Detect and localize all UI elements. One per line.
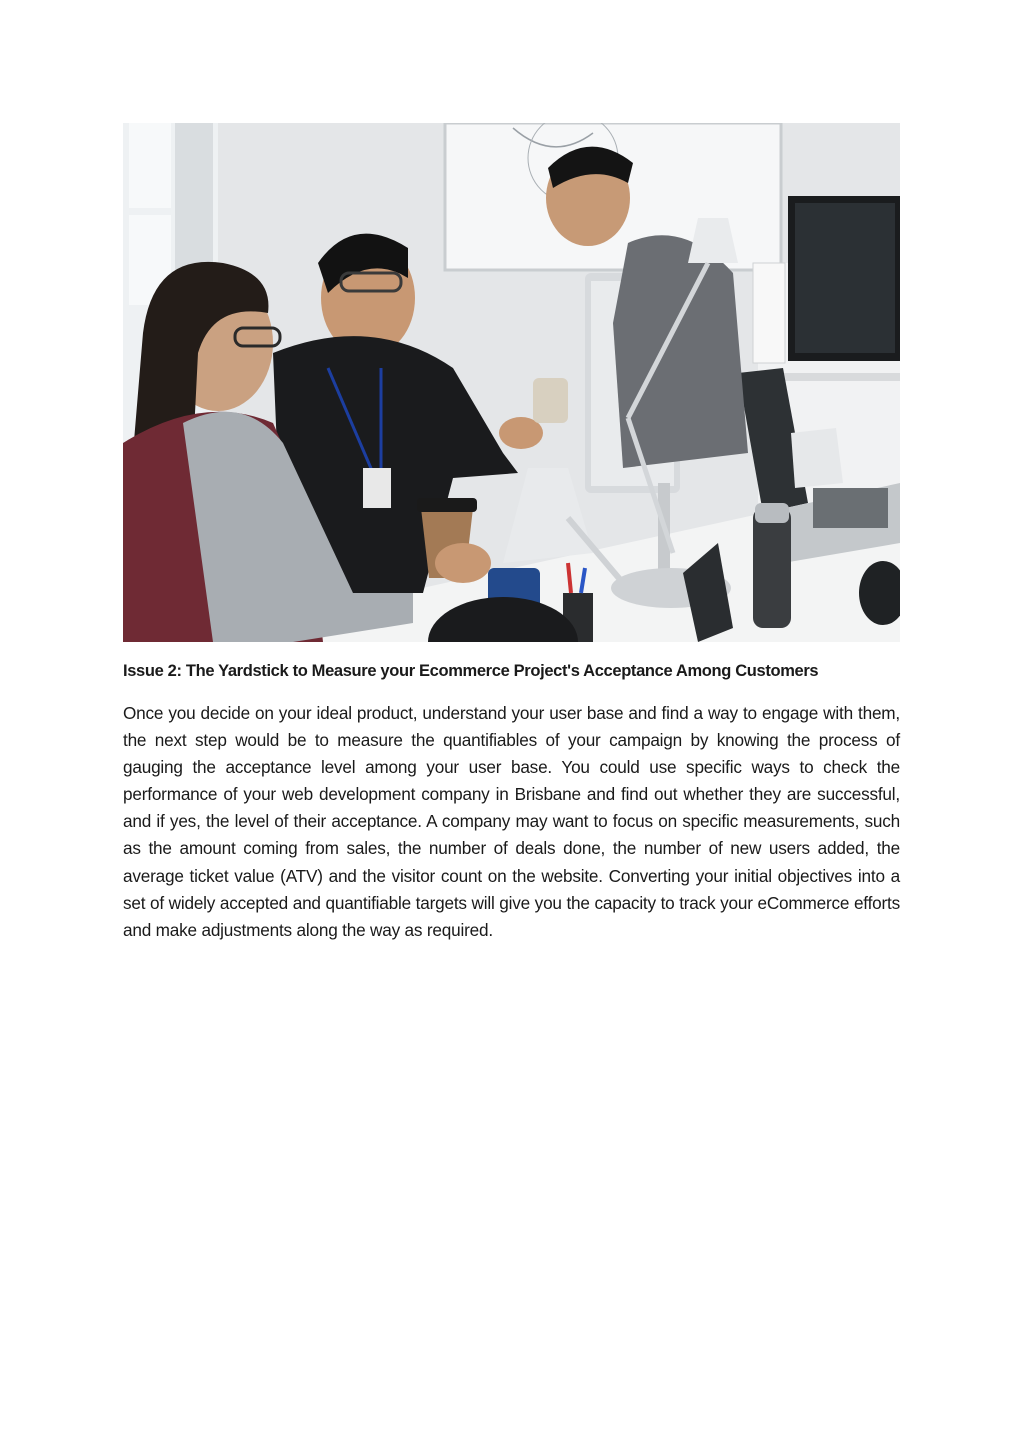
office-team-photo [123,123,900,642]
article-heading: Issue 2: The Yardstick to Measure your Ecommerce Project's Acceptance Among Customers [123,662,819,680]
article-body-paragraph: Once you decide on your ideal product, understand your user base and find a way to engage with them, the next step would be to measure the quantifiables of your campaign by knowing the process of gauging the acceptance level among your user base. You could use specific ways to check the performance of your web development company in Brisbane and find out whether they are successful, and if yes, the level of their acceptance. A company may want to focus on specific measurements, such as the amount coming from sales, the number of deals done, the number of new users added, the average ticket value (ATV) and the visitor count on the website. Converting your initial objectives into a set of widely accepted and quantifiable targets will give you the capacity to track your eCommerce efforts and make adjustments along the way as required. [123,703,900,940]
